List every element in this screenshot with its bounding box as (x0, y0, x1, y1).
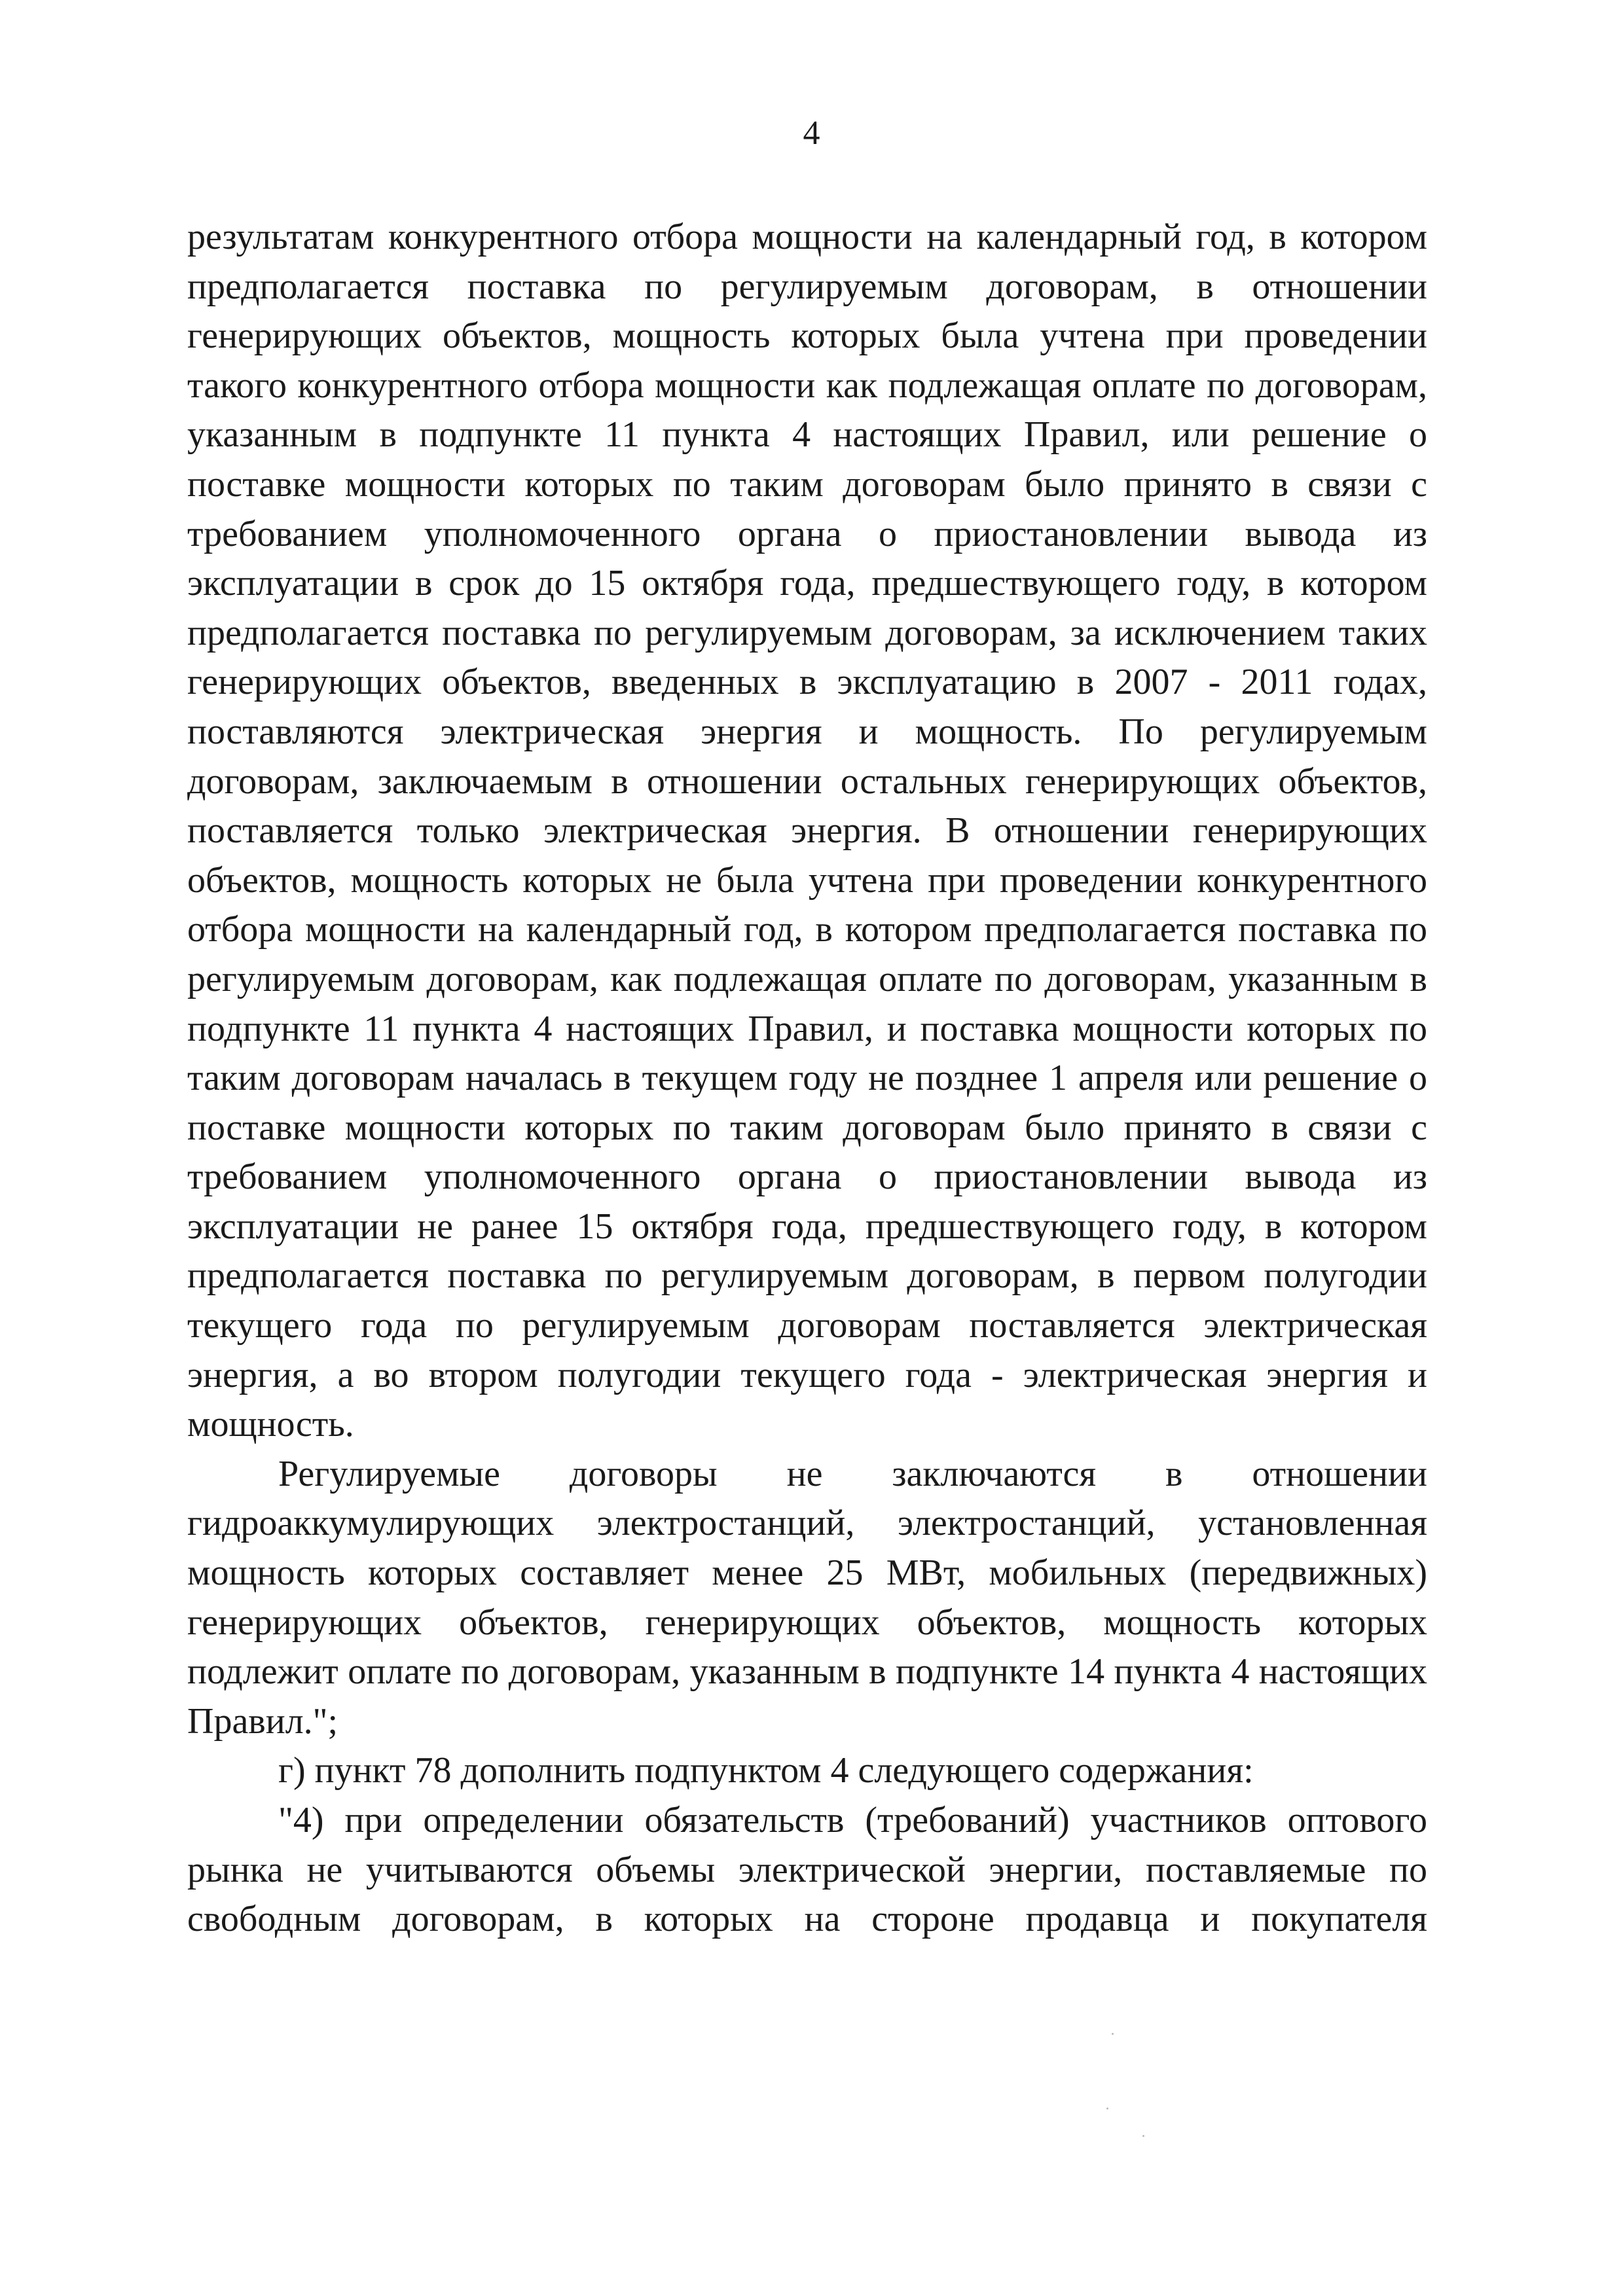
paragraph-continuation: результатам конкурентного отбора мощности на календарный год, в котором предполагается поставка по регулируемым договорам, в отношении генерирующих объектов, мощность которых была учтена при проведении такого конкурентного отбора мощности как подлежащая оплате по договорам, указанным в подпункте 11 пункта 4 настоящих Правил, или решение о поставке мощности которых по таким договорам было принято в связи с требованием уполномоченного органа о приостановлении вывода из эксплуатации в срок до 15 октября года, предшествующего году, в котором предполагается поставка по регулируемым договорам, за исключением таких генерирующих объектов, введенных в эксплуатацию в 2007 - 2011 годах, поставляются электрическая энергия и мощность. По регулируемым договорам, заключаемым в отношении остальных генерирующих объектов, поставляется только электрическая энергия. В отношении генерирующих объектов, мощность которых не была учтена при проведении конкурентного отбора мощности на календарный год, в котором предполагается поставка по регулируемым договорам, как подлежащая оплате по договорам, указанным в подпункте 11 пункта 4 настоящих Правил, и поставка мощности которых по таким договорам началась в текущем году не позднее 1 апреля или решение о поставке мощности которых по таким договорам было принято в связи с требованием уполномоченного органа о приостановлении вывода из эксплуатации не ранее 15 октября года, предшествующего году, в котором предполагается поставка по регулируемым договорам, в первом полугодии текущего года по регулируемым договорам поставляется электрическая энергия, а во втором полугодии текущего года - электрическая энергия и мощность. (187, 217, 1427, 1445)
paragraph-regulated-contracts-exclusion: Регулируемые договоры не заключаются в отношении гидроаккумулирующих электростанций, электростанций, установленная мощность которых составляет менее 25 МВт, мобильных (передвижных) генерирующих объектов, генерирующих объектов, мощность которых подлежит оплате по договорам, указанным в подпункте 14 пункта 4 настоящих Правил."; (187, 1453, 1427, 1742)
scan-speck (1142, 2135, 1144, 2137)
paragraph-amendment-item-g: г) пункт 78 дополнить подпунктом 4 следующего содержания: (278, 1750, 1254, 1791)
page-number: 4 (803, 115, 820, 152)
scan-speck (1112, 2033, 1114, 2035)
paragraph-subitem-4: "4) при определении обязательств (требований) участников оптового рынка не учитываются объемы электрической энергии, поставляемые по свободным договорам, в которых на стороне продавца и покупателя (187, 1800, 1427, 1940)
scan-speck (1106, 2108, 1108, 2109)
document-body (187, 213, 1427, 1945)
